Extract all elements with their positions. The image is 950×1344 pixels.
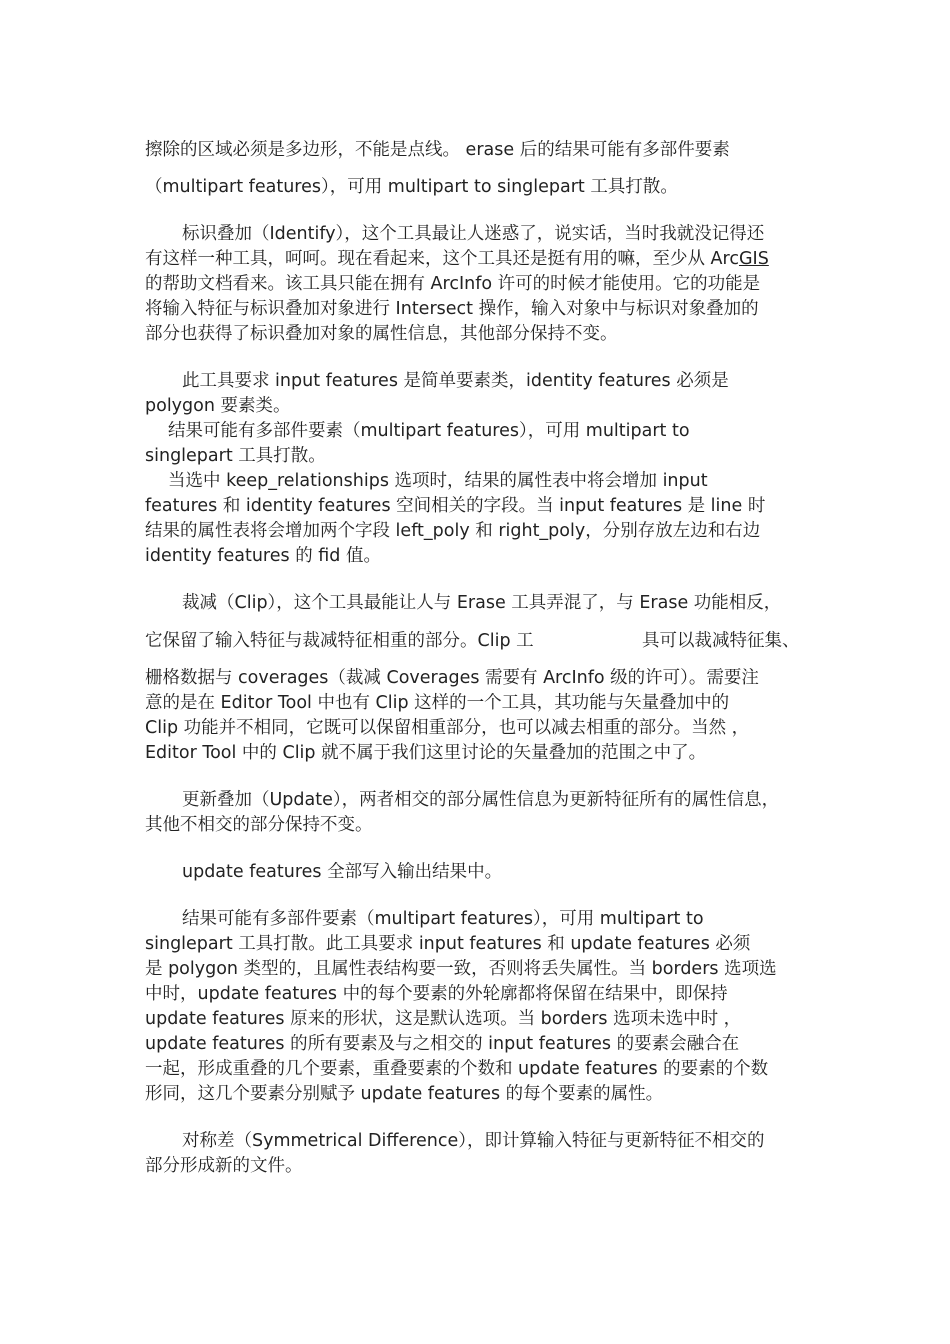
text-line: singlepart 工具打散。此工具要求 input features 和 update features 必须 — [145, 934, 751, 954]
text-line: 此工具要求 input features 是简单要素类，identity features 必须是 — [182, 371, 729, 391]
text-line: identity features 的 fid 值。 — [145, 546, 381, 566]
text-line: 结果的属性表将会增加两个字段 left_poly 和 right_poly，分别存放左边和右边 — [145, 521, 761, 541]
text-line: 更新叠加（Update），两者相交的部分属性信息为更新特征所有的属性信息， — [182, 790, 780, 810]
text-line: 当选中 keep_relationships 选项时，结果的属性表中将会增加 input — [168, 471, 708, 491]
text-line: 擦除的区域必须是多边形，不能是点线。 erase 后的结果可能有多部件要素 — [145, 140, 730, 160]
text-line: 栅格数据与 coverages（裁减 Coverages 需要有 ArcInfo 级的许可）。需要注 — [145, 668, 759, 688]
text-span: 有这样一种工具，呵呵。现在看起来，这个工具还是挺有用的嘛，至少从 Arc — [145, 249, 739, 269]
text-line: 中时，update features 中的每个要素的外轮廓都将保留在结果中，即保持 — [145, 984, 728, 1004]
text-line — [145, 247, 769, 271]
text-line: singlepart 工具打散。 — [145, 446, 326, 466]
text-line: update features 原来的形状，这是默认选项。当 borders 选项未选中时 ， — [145, 1009, 742, 1029]
text-line: 裁减（Clip），这个工具最能让人与 Erase 工具弄混了，与 Erase 功能相反， — [182, 593, 782, 613]
text-line: features 和 identity features 空间相关的字段。当 input features 是 line 时 — [145, 496, 766, 516]
gis-link[interactable]: GIS — [738, 249, 769, 269]
text-line: update features 的所有要素及与之相交的 input features 的要素会融合在 — [145, 1034, 740, 1054]
text-line: Editor Tool 中的 Clip 就不属于我们这里讨论的矢量叠加的范围之中了。 — [145, 743, 707, 763]
text-line: update features 全部写入输出结果中。 — [182, 862, 503, 882]
text-line: 形同，这几个要素分别赋予 update features 的每个要素的属性。 — [145, 1084, 664, 1104]
text-line: 将输入特征与标识叠加对象进行 Intersect 操作，输入对象中与标识对象叠加的 — [145, 299, 759, 319]
text-line: 对称差（Symmetrical Difference），即计算输入特征与更新特征不相交的 — [182, 1131, 765, 1151]
text-line: 它保留了输入特征与裁减特征相重的部分。Clip 工 — [145, 631, 534, 651]
text-line: 结果可能有多部件要素（multipart features），可用 multipart to — [182, 909, 704, 929]
text-line: 部分也获得了标识叠加对象的属性信息，其他部分保持不变。 — [145, 324, 618, 344]
text-line: （multipart features），可用 multipart to singlepart 工具打散。 — [145, 177, 678, 197]
text-line: 结果可能有多部件要素（multipart features），可用 multipart to — [168, 421, 690, 441]
text-line: 标识叠加（Identify），这个工具最让人迷惑了，说实话，当时我就没记得还 — [182, 224, 765, 244]
text-line: 的帮助文档看来。该工具只能在拥有 ArcInfo 许可的时候才能使用。它的功能是 — [145, 274, 761, 294]
text-line: 部分形成新的文件。 — [145, 1156, 303, 1176]
text-line: 一起，形成重叠的几个要素，重叠要素的个数和 update features 的要素的个数 — [145, 1059, 769, 1079]
text-line: 其他不相交的部分保持不变。 — [145, 815, 373, 835]
text-line: 是 polygon 类型的，且属性表结构要一致，否则将丢失属性。当 borders 选项选 — [145, 959, 777, 979]
text-line: 意的是在 Editor Tool 中也有 Clip 这样的一个工具，其功能与矢量叠加中的 — [145, 693, 730, 713]
text-line: polygon 要素类。 — [145, 396, 291, 416]
text-line: Clip 功能并不相同，它既可以保留相重部分，也可以减去相重的部分。当然 ， — [145, 718, 750, 738]
text-line: 具可以裁减特征集、 — [642, 631, 800, 651]
